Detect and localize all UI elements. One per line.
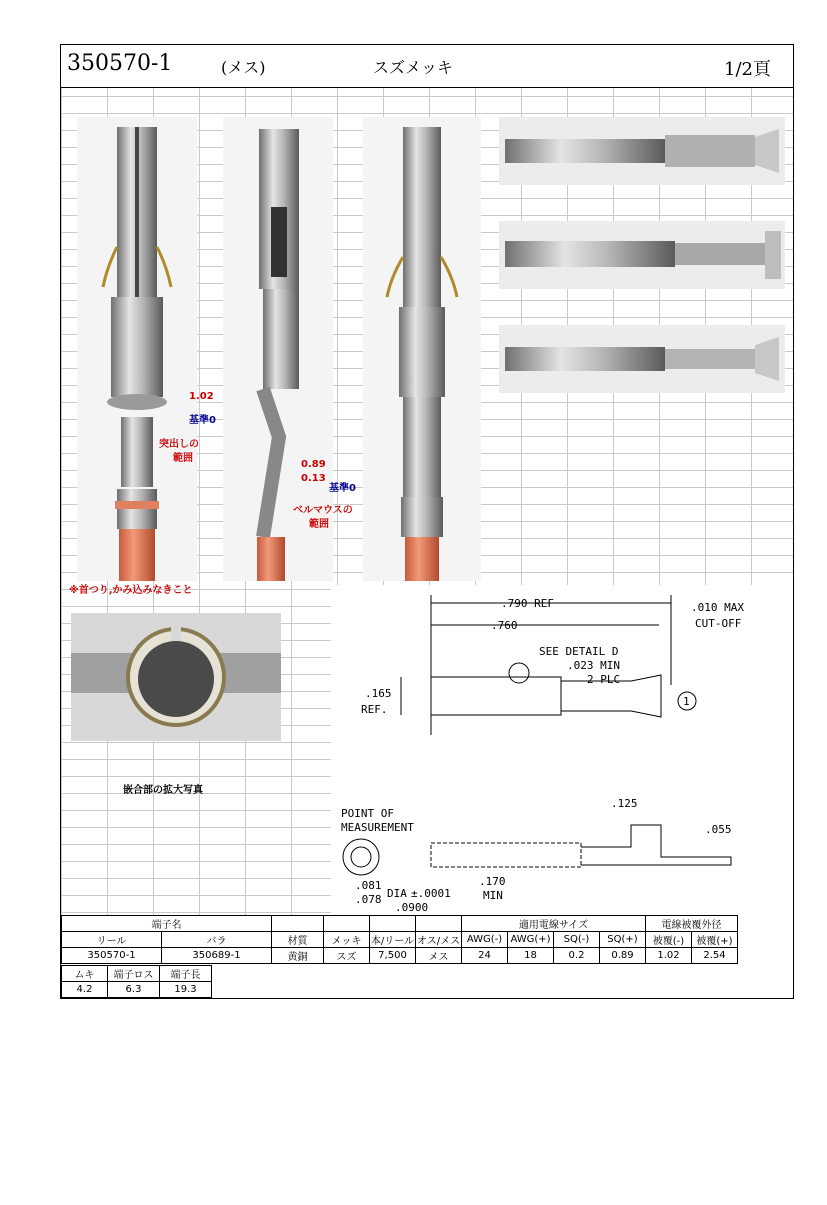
spec-header-row-2: [62, 932, 738, 948]
col-header: オス/メス: [416, 932, 462, 948]
table-cell: 7,500: [370, 948, 416, 964]
photo-mating-closeup: [71, 613, 281, 741]
plating-label: スズメッキ: [373, 58, 454, 77]
table-cell: 18: [508, 948, 554, 964]
header-wire-size: 適用電線サイズ: [462, 916, 646, 932]
dim-bellmouth-value-1: 0.89: [301, 459, 326, 470]
dim-ref-length: .790 REF: [501, 597, 554, 610]
dim-125: .125: [611, 797, 638, 810]
col-header: 端子ロス: [108, 966, 160, 982]
dim-min-1: .023 MIN: [567, 659, 620, 672]
col-header: 本/リール: [370, 932, 416, 948]
dim-dia-1: .081: [355, 879, 382, 892]
dim-055: .055: [705, 823, 732, 836]
terminal-profile-image: [499, 221, 785, 289]
strip-spec-table: [61, 965, 212, 998]
spec-table: [61, 915, 738, 964]
header-terminal-name: 端子名: [62, 916, 272, 932]
col-header: 材質: [272, 932, 324, 948]
detail-callout: SEE DETAIL D: [539, 645, 619, 658]
terminal-bottom-image: [499, 325, 785, 393]
sheet-header: [61, 45, 793, 88]
col-header: SQ(+): [600, 932, 646, 948]
header-insulation: 電線被覆外径: [646, 916, 738, 932]
terminal-front-image: [77, 117, 197, 581]
reference-zero-a: 基準0: [189, 415, 216, 426]
mating-caption: 嵌合部の拡大写真: [123, 785, 203, 796]
table-cell: スズ: [324, 948, 370, 964]
table-cell: 6.3: [108, 982, 160, 998]
table-cell: 2.54: [692, 948, 738, 964]
dim-cutoff-2: CUT-OFF: [695, 617, 742, 630]
col-header: バラ: [162, 932, 272, 948]
col-header: 端子長: [160, 966, 212, 982]
protrusion-range-label-1: 突出しの: [159, 439, 199, 450]
dim-cutoff-1: .010 MAX: [691, 601, 744, 614]
mating-closeup-image: [71, 613, 281, 741]
col-header: ムキ: [62, 966, 108, 982]
dim-dia-label: DIA: [387, 887, 407, 900]
photo-terminal-top: [499, 117, 785, 185]
drawing-svg: [331, 585, 794, 915]
table-cell: 1.02: [646, 948, 692, 964]
col-header: 被覆(+): [692, 932, 738, 948]
protrusion-range-label-2: 範囲: [173, 453, 193, 464]
col-header: AWG(+): [508, 932, 554, 948]
warning-note: ※首つり,かみ込みなきこと: [69, 585, 193, 596]
dim-height-2: REF.: [361, 703, 388, 716]
table-cell: 350689-1: [162, 948, 272, 964]
bellmouth-range-label-2: 範囲: [309, 519, 329, 530]
page-number: 1/2頁: [724, 59, 771, 80]
terminal-top-image: [499, 117, 785, 185]
table-cell: 350570-1: [62, 948, 162, 964]
spec-table-area: [61, 915, 793, 999]
point-of-measurement-1: POINT OF: [341, 807, 394, 820]
strip-data-row: [62, 982, 212, 998]
table-cell: 4.2: [62, 982, 108, 998]
table-cell: 黄銅: [272, 948, 324, 964]
spec-header-row-1: [62, 916, 738, 932]
table-cell: 0.89: [600, 948, 646, 964]
dim-bellmouth-value-2: 0.13: [301, 473, 326, 484]
dim-protrusion-value: 1.02: [189, 391, 214, 402]
dim-min-2: 2 PLC: [587, 673, 621, 686]
part-number: 350570-1: [67, 51, 173, 76]
terminal-back-image: [363, 117, 481, 581]
spec-sheet: [60, 44, 794, 999]
dim-dia-2: .078: [355, 893, 382, 906]
col-header: AWG(-): [462, 932, 508, 948]
col-header: SQ(-): [554, 932, 600, 948]
table-cell: 0.2: [554, 948, 600, 964]
photo-terminal-back: [363, 117, 481, 581]
photo-terminal-profile: [499, 221, 785, 289]
dim-0900: .0900: [395, 901, 429, 914]
table-cell: メス: [416, 948, 462, 964]
photo-terminal-bottom: [499, 325, 785, 393]
reference-zero-b: 基準0: [329, 483, 356, 494]
dim-height-1: .165: [365, 687, 392, 700]
photo-terminal-front: [77, 117, 197, 581]
dim-tolerance: ±.0001: [411, 887, 451, 900]
callout-circle-number: 1: [683, 695, 690, 708]
table-cell: 24: [462, 948, 508, 964]
dim-length: .760: [491, 619, 518, 632]
strip-header-row: [62, 966, 212, 982]
col-header: メッキ: [324, 932, 370, 948]
spec-data-row: [62, 948, 738, 964]
dim-170: .170: [479, 875, 506, 888]
engineering-drawing: [331, 585, 794, 915]
table-cell: 19.3: [160, 982, 212, 998]
col-header: 被覆(-): [646, 932, 692, 948]
col-header: リール: [62, 932, 162, 948]
terminal-type: (メス): [221, 58, 266, 77]
point-of-measurement-2: MEASUREMENT: [341, 821, 414, 834]
bellmouth-range-label-1: ベルマウスの: [293, 505, 353, 516]
dim-170-min: MIN: [483, 889, 503, 902]
